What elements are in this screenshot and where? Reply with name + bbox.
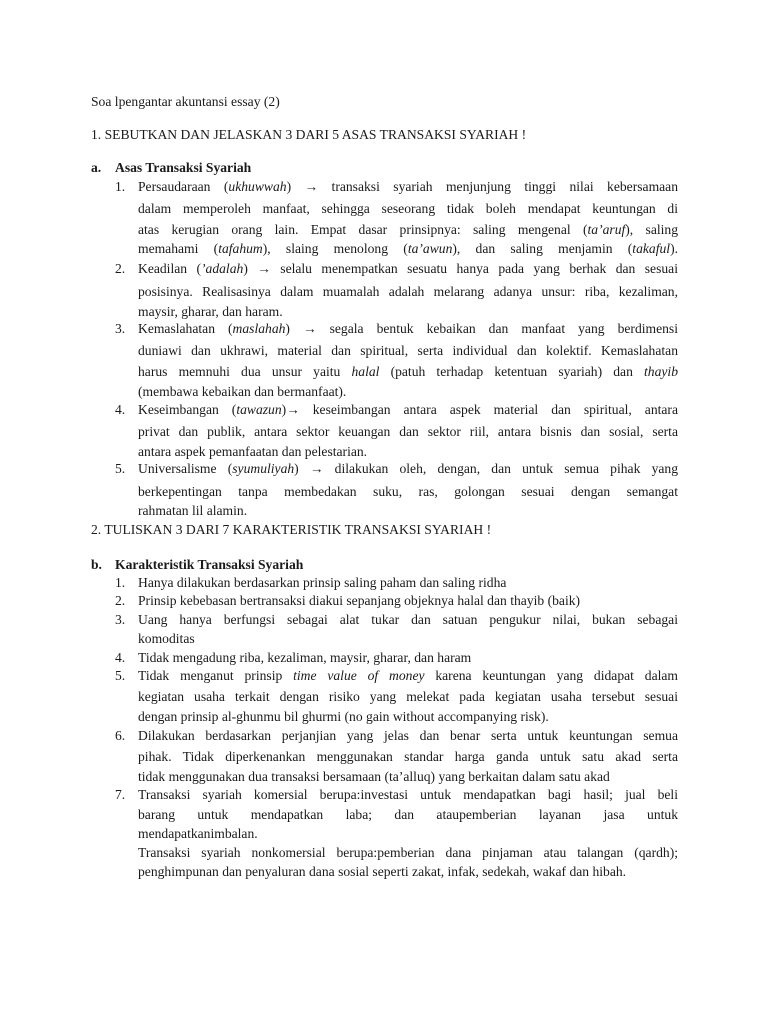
list-item-text-line [138, 402, 678, 419]
italic-term: time value of money [293, 668, 425, 683]
text-segment: pihak. Tidak diperkenankan menggunakan standar harga ganda untuk satu akad serta [138, 749, 678, 764]
text-segment: kegiatan usaha terkait dengan risiko yang melekat pada kegiatan usaha tersebut sesuai [138, 689, 678, 704]
list-item-text-line [138, 826, 258, 842]
text-segment: Tidak menganut prinsip [138, 668, 294, 683]
list-item-text-line [138, 709, 549, 725]
italic-term: ta’awun [407, 241, 453, 256]
list-item-text-line [138, 575, 506, 591]
list-item-text-line [138, 749, 678, 766]
list-item-number: 1. [115, 575, 126, 590]
section-b-title: Karakteristik Transaksi Syariah [115, 557, 304, 572]
italic-term: halal [351, 364, 380, 379]
italic-term: ukhuwwah [228, 179, 287, 194]
text-segment: dalam memperoleh manfaat, sehingga seseorang tidak boleh mendapat keuntungan di [138, 201, 678, 216]
text-segment: (membawa kebaikan dan bermanfaat). [138, 384, 347, 399]
italic-term: ’adalah [201, 261, 244, 276]
list-item-number: 3. [115, 321, 126, 336]
text-segment: Tidak mengadung riba, kezaliman, maysir, gharar, dan haram [138, 650, 472, 665]
italic-term: maslahah [232, 321, 286, 336]
text-segment: Transaksi syariah komersial berupa:investasi untuk mendapatkan bagi hasil; jual beli [138, 787, 678, 802]
text-segment: berkepentingan tanpa membedakan suku, ras, golongan sesuai dengan semangat [138, 484, 678, 499]
italic-term: ta’aruf [587, 222, 626, 237]
list-item-text-line [138, 424, 678, 441]
list-item-text-line [138, 321, 678, 338]
text-segment: duniawi dan ukhrawi, material dan spiritual, serta individual dan kolektif. Kemaslahatan [138, 343, 678, 358]
list-item-number: 4. [115, 402, 126, 417]
list-item-text-line [138, 807, 678, 824]
list-item-number: 5. [115, 668, 126, 683]
list-item-text-line [138, 612, 678, 629]
list-item-text-line [138, 728, 678, 745]
list-item-text-line [138, 179, 678, 196]
question-2-heading: 2. TULISKAN 3 DARI 7 KARAKTERISTIK TRANSAKSI SYARIAH ! [91, 522, 492, 537]
text-segment: Hanya dilakukan berdasarkan prinsip saling paham dan saling ridha [138, 575, 507, 590]
italic-term: takaful [632, 241, 671, 256]
text-segment: ) → transaksi syariah menjunjung tinggi nilai kebersamaan [286, 179, 678, 194]
italic-term: tafahum [218, 241, 263, 256]
text-segment: ) → segala bentuk kebaikan dan manfaat yang berdimensi [285, 321, 678, 336]
text-segment: penghimpunan dan penyaluran dana sosial seperti zakat, infak, sedekah, wakaf dan hibah. [138, 864, 627, 879]
list-item-number: 3. [115, 612, 126, 627]
text-segment: maysir, gharar, dan haram. [138, 304, 283, 319]
list-item-number: 7. [115, 787, 126, 802]
text-segment: tidak menggunakan dua transaksi bersamaan (ta’alluq) yang berkaitan dalam satu akad [138, 769, 610, 784]
list-item-text-line [138, 689, 678, 706]
text-segment: ) → selalu menempatkan sesuatu hanya pada yang berhak dan sesuai [243, 261, 678, 276]
text-segment: Keadilan ( [138, 261, 202, 276]
text-segment: rahmatan lil alamin. [138, 503, 248, 518]
text-segment: Transaksi syariah nonkomersial berupa:pemberian dana pinjaman atau talangan (qardh); [138, 845, 678, 860]
list-item-text-line [138, 461, 678, 478]
list-item-text-line [138, 304, 283, 320]
list-item-text-line [138, 787, 678, 804]
list-item-text-line [138, 668, 678, 685]
list-item-text-line [138, 864, 626, 880]
text-segment: Dilakukan berdasarkan perjanjian yang jelas dan benar serta untuk keuntungan semua [138, 728, 678, 743]
list-item-text-line [138, 484, 678, 501]
text-segment: harus memnuhi dua unsur yaitu [138, 364, 352, 379]
list-item-text-line [138, 631, 195, 647]
section-b-marker: b. [91, 557, 102, 572]
list-item-text-line [138, 201, 678, 218]
list-item-text-line [138, 222, 678, 239]
text-segment: ). [670, 241, 678, 256]
text-segment: antara aspek pemanfaatan dan pelestarian. [138, 444, 368, 459]
text-segment: Kemaslahatan ( [138, 321, 233, 336]
list-item-text-line [138, 769, 610, 785]
text-segment: ), saling [625, 222, 678, 237]
section-a-title: Asas Transaksi Syariah [115, 160, 252, 175]
text-segment: posisinya. Realisasinya dalam muamalah adalah melarang adanya unsur: riba, kezaliman, [138, 284, 678, 299]
question-1-heading: 1. SEBUTKAN DAN JELASKAN 3 DARI 5 ASAS TRANSAKSI SYARIAH ! [91, 127, 527, 142]
list-item-number: 5. [115, 461, 126, 476]
text-segment: privat dan publik, antara sektor keuangan dan sektor riil, antara bisnis dan sosial, serta [138, 424, 678, 439]
text-segment: Keseimbangan ( [138, 402, 237, 417]
list-item-text-line [138, 650, 471, 666]
list-item-text-line [138, 384, 346, 400]
text-segment: mendapatkanimbalan. [138, 826, 258, 841]
text-segment: barang untuk mendapatkan laba; dan ataupemberian layanan jasa untuk [138, 807, 678, 822]
list-item-number: 6. [115, 728, 126, 743]
text-segment: atas kerugian orang lain. Empat dasar prinsipnya: saling mengenal ( [138, 222, 588, 237]
list-item-text-line [138, 593, 580, 609]
list-item-text-line [138, 364, 678, 381]
text-segment: ) → dilakukan oleh, dengan, dan untuk semua pihak yang [294, 461, 678, 476]
text-segment: )→ keseimbangan antara aspek material dan spiritual, antara [281, 402, 678, 417]
list-item-number: 2. [115, 593, 126, 608]
list-item-text-line [138, 284, 678, 301]
text-segment: Prinsip kebebasan bertransaksi diakui sepanjang objeknya halal dan thayib (baik) [138, 593, 581, 608]
list-item-text-line [138, 444, 367, 460]
text-segment: ), dan saling menjamin ( [452, 241, 633, 256]
text-segment: memahami ( [138, 241, 219, 256]
text-segment: komoditas [138, 631, 195, 646]
italic-term: syumuliyah [232, 461, 295, 476]
text-segment: karena keuntungan yang didapat dalam [424, 668, 678, 683]
list-item-text-line [138, 845, 678, 862]
list-item-text-line [138, 343, 678, 360]
list-item-number: 4. [115, 650, 126, 665]
list-item-number: 1. [115, 179, 126, 194]
text-segment: dengan prinsip al-ghunmu bil ghurmi (no gain without accompanying risk). [138, 709, 549, 724]
text-segment: ), slaing menolong ( [262, 241, 408, 256]
document-title: Soa lpengantar akuntansi essay (2) [91, 94, 280, 109]
text-segment: (patuh terhadap ketentuan syariah) dan [379, 364, 645, 379]
text-segment: Persaudaraan ( [138, 179, 229, 194]
italic-term: tawazun [236, 402, 282, 417]
text-segment: Uang hanya berfungsi sebagai alat tukar dan satuan pengukur nilai, bukan sebagai [138, 612, 678, 627]
list-item-text-line [138, 503, 247, 519]
text-segment: Universalisme ( [138, 461, 233, 476]
section-a-marker: a. [91, 160, 102, 175]
list-item-number: 2. [115, 261, 126, 276]
list-item-text-line [138, 261, 678, 278]
list-item-text-line [138, 241, 678, 258]
italic-term: thayib [644, 364, 678, 379]
